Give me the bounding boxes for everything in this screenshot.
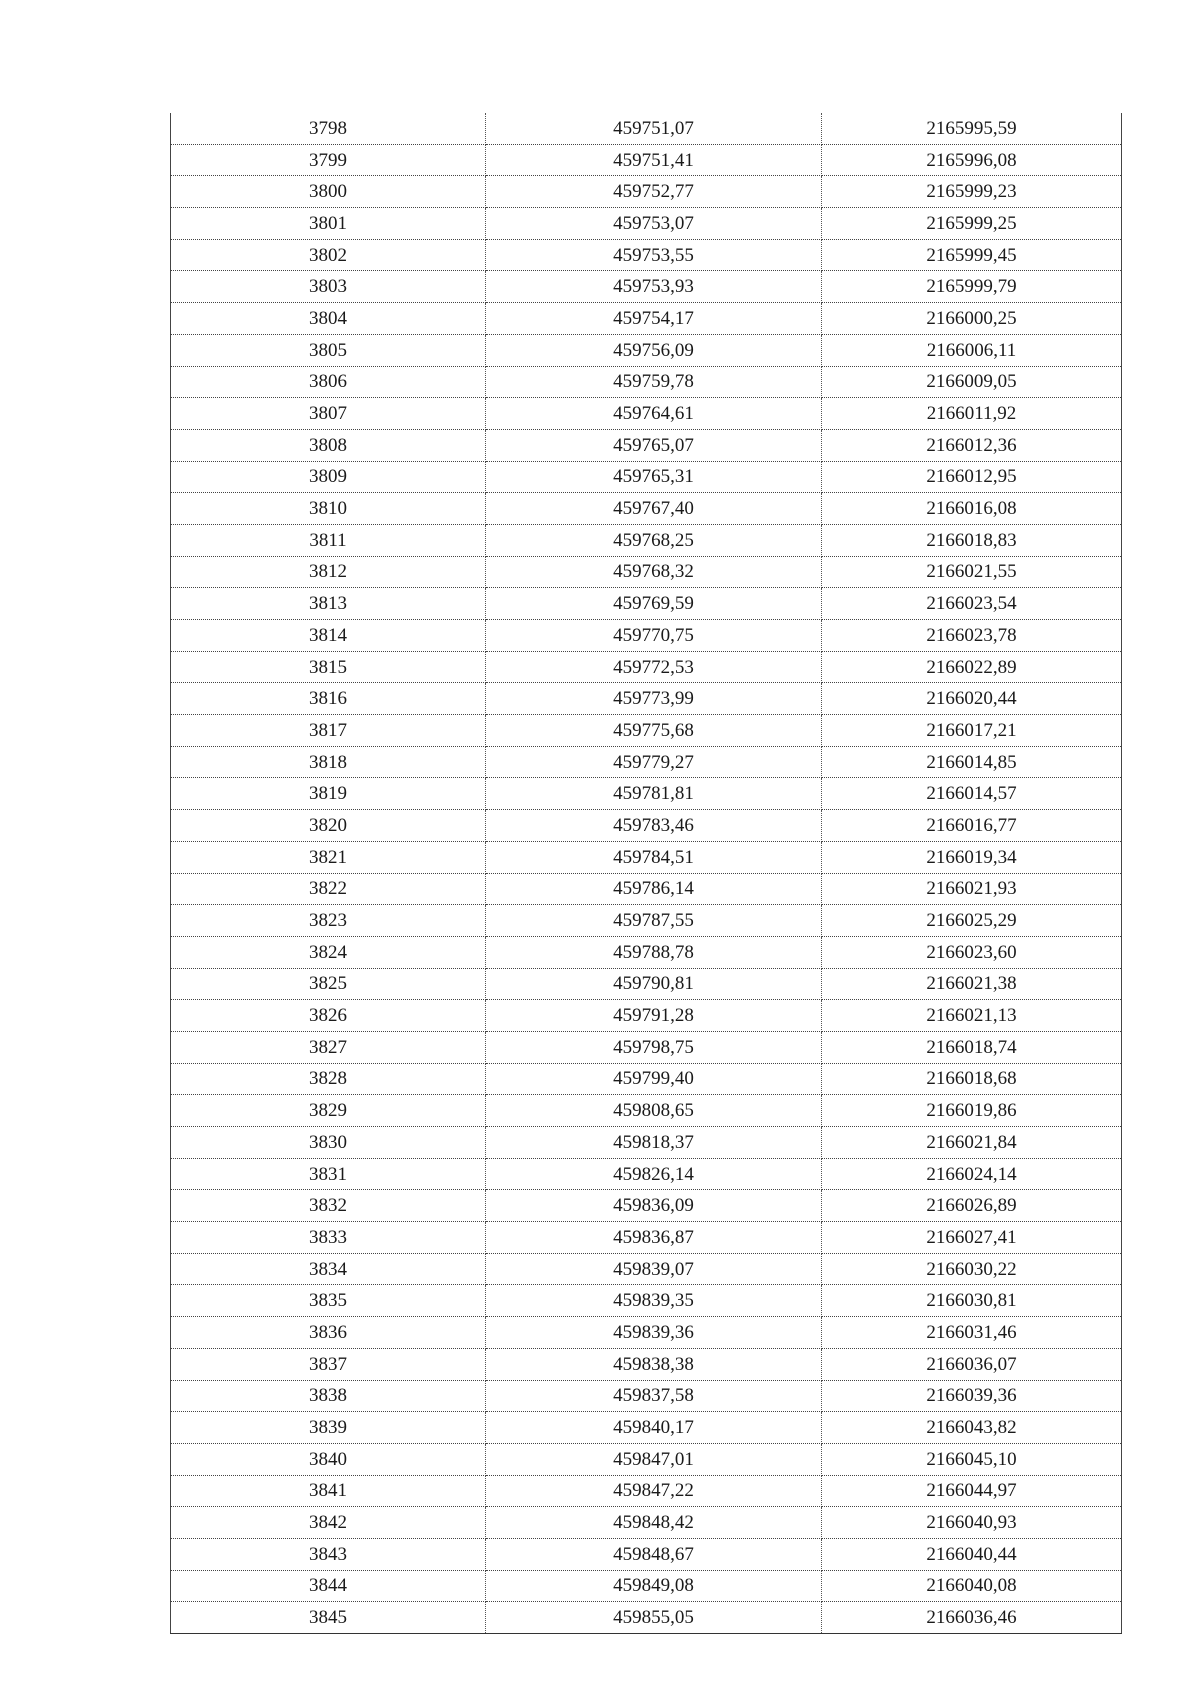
x-coordinate-cell: 459826,14 (486, 1158, 822, 1190)
point-number-cell: 3838 (171, 1380, 486, 1412)
x-coordinate-cell: 459787,55 (486, 905, 822, 937)
table-row (171, 651, 1122, 683)
table-row (171, 778, 1122, 810)
x-coordinate-cell: 459768,25 (486, 524, 822, 556)
x-coordinate-cell: 459753,93 (486, 271, 822, 303)
table-row (171, 968, 1122, 1000)
y-coordinate-cell: 2166036,07 (822, 1348, 1122, 1380)
x-coordinate-cell: 459818,37 (486, 1127, 822, 1159)
point-number-cell: 3820 (171, 810, 486, 842)
x-coordinate-cell: 459764,61 (486, 398, 822, 430)
table-row (171, 841, 1122, 873)
point-number-cell: 3842 (171, 1507, 486, 1539)
table-row (171, 271, 1122, 303)
x-coordinate-cell: 459847,22 (486, 1475, 822, 1507)
point-number-cell: 3800 (171, 176, 486, 208)
y-coordinate-cell: 2166021,38 (822, 968, 1122, 1000)
table-row (171, 1507, 1122, 1539)
y-coordinate-cell: 2166018,83 (822, 524, 1122, 556)
x-coordinate-cell: 459839,07 (486, 1253, 822, 1285)
y-coordinate-cell: 2166019,34 (822, 841, 1122, 873)
x-coordinate-cell: 459837,58 (486, 1380, 822, 1412)
y-coordinate-cell: 2166022,89 (822, 651, 1122, 683)
point-number-cell: 3834 (171, 1253, 486, 1285)
x-coordinate-cell: 459788,78 (486, 936, 822, 968)
table-row (171, 1285, 1122, 1317)
point-number-cell: 3819 (171, 778, 486, 810)
table-row (171, 1412, 1122, 1444)
y-coordinate-cell: 2166021,13 (822, 1000, 1122, 1032)
y-coordinate-cell: 2166043,82 (822, 1412, 1122, 1444)
y-coordinate-cell: 2166021,55 (822, 556, 1122, 588)
point-number-cell: 3815 (171, 651, 486, 683)
table-row (171, 366, 1122, 398)
x-coordinate-cell: 459790,81 (486, 968, 822, 1000)
table-row (171, 1063, 1122, 1095)
y-coordinate-cell: 2166016,08 (822, 493, 1122, 525)
x-coordinate-cell: 459855,05 (486, 1602, 822, 1634)
point-number-cell: 3840 (171, 1443, 486, 1475)
x-coordinate-cell: 459767,40 (486, 493, 822, 525)
table-row (171, 461, 1122, 493)
x-coordinate-cell: 459836,87 (486, 1222, 822, 1254)
point-number-cell: 3832 (171, 1190, 486, 1222)
table-row (171, 398, 1122, 430)
y-coordinate-cell: 2165995,59 (822, 113, 1122, 144)
y-coordinate-cell: 2166017,21 (822, 715, 1122, 747)
x-coordinate-cell: 459779,27 (486, 746, 822, 778)
y-coordinate-cell: 2165999,45 (822, 239, 1122, 271)
x-coordinate-cell: 459772,53 (486, 651, 822, 683)
point-number-cell: 3809 (171, 461, 486, 493)
y-coordinate-cell: 2166026,89 (822, 1190, 1122, 1222)
x-coordinate-cell: 459765,07 (486, 429, 822, 461)
y-coordinate-cell: 2166040,93 (822, 1507, 1122, 1539)
point-number-cell: 3812 (171, 556, 486, 588)
x-coordinate-cell: 459848,42 (486, 1507, 822, 1539)
y-coordinate-cell: 2166039,36 (822, 1380, 1122, 1412)
table-row (171, 239, 1122, 271)
y-coordinate-cell: 2166021,93 (822, 873, 1122, 905)
table-row (171, 1190, 1122, 1222)
table-row (171, 1031, 1122, 1063)
table-row (171, 334, 1122, 366)
y-coordinate-cell: 2166012,95 (822, 461, 1122, 493)
y-coordinate-cell: 2166014,85 (822, 746, 1122, 778)
x-coordinate-cell: 459759,78 (486, 366, 822, 398)
y-coordinate-cell: 2166016,77 (822, 810, 1122, 842)
table-row (171, 905, 1122, 937)
table-row (171, 524, 1122, 556)
table-row (171, 303, 1122, 335)
point-number-cell: 3808 (171, 429, 486, 461)
x-coordinate-cell: 459836,09 (486, 1190, 822, 1222)
x-coordinate-cell: 459847,01 (486, 1443, 822, 1475)
x-coordinate-cell: 459840,17 (486, 1412, 822, 1444)
point-number-cell: 3810 (171, 493, 486, 525)
x-coordinate-cell: 459752,77 (486, 176, 822, 208)
x-coordinate-cell: 459791,28 (486, 1000, 822, 1032)
table-row (171, 588, 1122, 620)
table-row (171, 556, 1122, 588)
table-row (171, 1000, 1122, 1032)
x-coordinate-cell: 459775,68 (486, 715, 822, 747)
table-row (171, 1602, 1122, 1634)
point-number-cell: 3841 (171, 1475, 486, 1507)
point-number-cell: 3833 (171, 1222, 486, 1254)
point-number-cell: 3826 (171, 1000, 486, 1032)
point-number-cell: 3828 (171, 1063, 486, 1095)
x-coordinate-cell: 459756,09 (486, 334, 822, 366)
table-row (171, 1380, 1122, 1412)
point-number-cell: 3813 (171, 588, 486, 620)
y-coordinate-cell: 2166044,97 (822, 1475, 1122, 1507)
table-row (171, 208, 1122, 240)
y-coordinate-cell: 2165999,23 (822, 176, 1122, 208)
coordinates-table-body (171, 113, 1122, 1634)
point-number-cell: 3825 (171, 968, 486, 1000)
y-coordinate-cell: 2166031,46 (822, 1317, 1122, 1349)
point-number-cell: 3844 (171, 1570, 486, 1602)
point-number-cell: 3823 (171, 905, 486, 937)
table-row (171, 873, 1122, 905)
x-coordinate-cell: 459753,07 (486, 208, 822, 240)
point-number-cell: 3829 (171, 1095, 486, 1127)
point-number-cell: 3798 (171, 113, 486, 144)
y-coordinate-cell: 2166024,14 (822, 1158, 1122, 1190)
point-number-cell: 3845 (171, 1602, 486, 1634)
y-coordinate-cell: 2166014,57 (822, 778, 1122, 810)
y-coordinate-cell: 2166030,81 (822, 1285, 1122, 1317)
point-number-cell: 3821 (171, 841, 486, 873)
y-coordinate-cell: 2165996,08 (822, 144, 1122, 176)
y-coordinate-cell: 2165999,79 (822, 271, 1122, 303)
y-coordinate-cell: 2166040,08 (822, 1570, 1122, 1602)
x-coordinate-cell: 459781,81 (486, 778, 822, 810)
table-row (171, 493, 1122, 525)
table-row (171, 1475, 1122, 1507)
point-number-cell: 3839 (171, 1412, 486, 1444)
y-coordinate-cell: 2166045,10 (822, 1443, 1122, 1475)
y-coordinate-cell: 2165999,25 (822, 208, 1122, 240)
point-number-cell: 3836 (171, 1317, 486, 1349)
x-coordinate-cell: 459798,75 (486, 1031, 822, 1063)
point-number-cell: 3803 (171, 271, 486, 303)
x-coordinate-cell: 459773,99 (486, 683, 822, 715)
y-coordinate-cell: 2166021,84 (822, 1127, 1122, 1159)
y-coordinate-cell: 2166012,36 (822, 429, 1122, 461)
table-row (171, 144, 1122, 176)
table-row (171, 1095, 1122, 1127)
point-number-cell: 3835 (171, 1285, 486, 1317)
point-number-cell: 3816 (171, 683, 486, 715)
table-row (171, 936, 1122, 968)
y-coordinate-cell: 2166023,54 (822, 588, 1122, 620)
point-number-cell: 3811 (171, 524, 486, 556)
y-coordinate-cell: 2166027,41 (822, 1222, 1122, 1254)
x-coordinate-cell: 459839,36 (486, 1317, 822, 1349)
x-coordinate-cell: 459848,67 (486, 1538, 822, 1570)
y-coordinate-cell: 2166023,60 (822, 936, 1122, 968)
x-coordinate-cell: 459784,51 (486, 841, 822, 873)
point-number-cell: 3814 (171, 620, 486, 652)
table-row (171, 746, 1122, 778)
point-number-cell: 3806 (171, 366, 486, 398)
x-coordinate-cell: 459849,08 (486, 1570, 822, 1602)
point-number-cell: 3807 (171, 398, 486, 430)
table-row (171, 1222, 1122, 1254)
table-row (171, 429, 1122, 461)
table-row (171, 1443, 1122, 1475)
point-number-cell: 3802 (171, 239, 486, 271)
point-number-cell: 3837 (171, 1348, 486, 1380)
table-row (171, 620, 1122, 652)
x-coordinate-cell: 459765,31 (486, 461, 822, 493)
table-row (171, 1317, 1122, 1349)
x-coordinate-cell: 459799,40 (486, 1063, 822, 1095)
point-number-cell: 3801 (171, 208, 486, 240)
point-number-cell: 3827 (171, 1031, 486, 1063)
y-coordinate-cell: 2166006,11 (822, 334, 1122, 366)
y-coordinate-cell: 2166019,86 (822, 1095, 1122, 1127)
y-coordinate-cell: 2166000,25 (822, 303, 1122, 335)
table-row (171, 1348, 1122, 1380)
point-number-cell: 3805 (171, 334, 486, 366)
y-coordinate-cell: 2166018,68 (822, 1063, 1122, 1095)
point-number-cell: 3817 (171, 715, 486, 747)
point-number-cell: 3831 (171, 1158, 486, 1190)
x-coordinate-cell: 459783,46 (486, 810, 822, 842)
x-coordinate-cell: 459751,41 (486, 144, 822, 176)
y-coordinate-cell: 2166036,46 (822, 1602, 1122, 1634)
x-coordinate-cell: 459786,14 (486, 873, 822, 905)
x-coordinate-cell: 459754,17 (486, 303, 822, 335)
point-number-cell: 3822 (171, 873, 486, 905)
table-row (171, 1127, 1122, 1159)
table-row (171, 1538, 1122, 1570)
y-coordinate-cell: 2166040,44 (822, 1538, 1122, 1570)
y-coordinate-cell: 2166009,05 (822, 366, 1122, 398)
point-number-cell: 3804 (171, 303, 486, 335)
y-coordinate-cell: 2166025,29 (822, 905, 1122, 937)
x-coordinate-cell: 459769,59 (486, 588, 822, 620)
x-coordinate-cell: 459838,38 (486, 1348, 822, 1380)
x-coordinate-cell: 459839,35 (486, 1285, 822, 1317)
y-coordinate-cell: 2166023,78 (822, 620, 1122, 652)
table-row (171, 1253, 1122, 1285)
point-number-cell: 3818 (171, 746, 486, 778)
x-coordinate-cell: 459770,75 (486, 620, 822, 652)
x-coordinate-cell: 459808,65 (486, 1095, 822, 1127)
table-row (171, 1158, 1122, 1190)
y-coordinate-cell: 2166018,74 (822, 1031, 1122, 1063)
y-coordinate-cell: 2166011,92 (822, 398, 1122, 430)
x-coordinate-cell: 459753,55 (486, 239, 822, 271)
table-row (171, 1570, 1122, 1602)
point-number-cell: 3830 (171, 1127, 486, 1159)
point-number-cell: 3824 (171, 936, 486, 968)
point-number-cell: 3799 (171, 144, 486, 176)
x-coordinate-cell: 459768,32 (486, 556, 822, 588)
table-row (171, 176, 1122, 208)
y-coordinate-cell: 2166030,22 (822, 1253, 1122, 1285)
table-row (171, 683, 1122, 715)
coordinates-table (170, 113, 1122, 1634)
y-coordinate-cell: 2166020,44 (822, 683, 1122, 715)
table-row (171, 715, 1122, 747)
x-coordinate-cell: 459751,07 (486, 113, 822, 144)
table-row (171, 113, 1122, 144)
point-number-cell: 3843 (171, 1538, 486, 1570)
table-row (171, 810, 1122, 842)
